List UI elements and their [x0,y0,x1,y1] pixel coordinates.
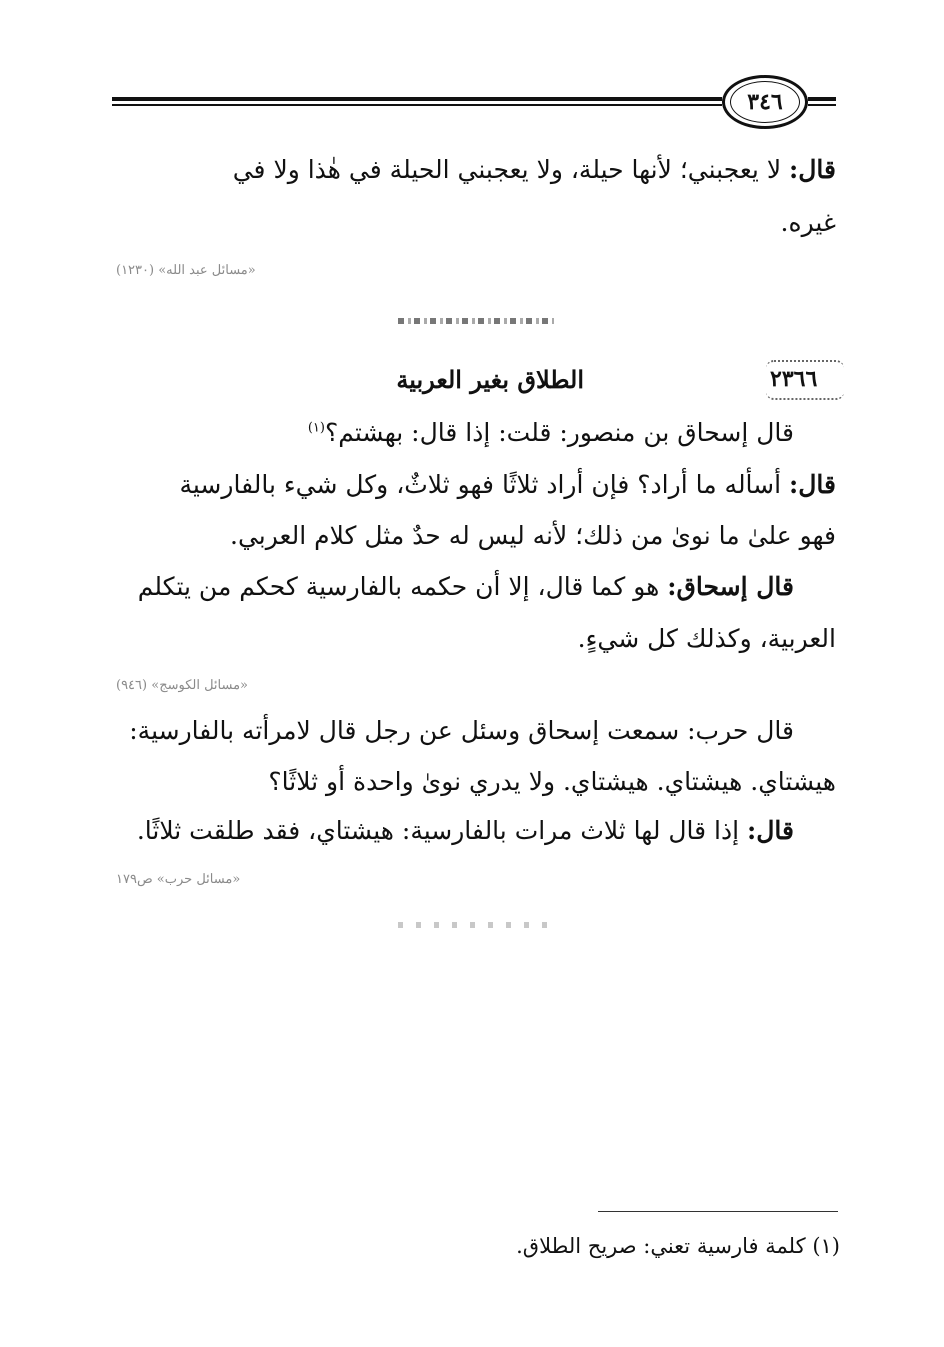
block1-line1 [233,155,836,185]
section-title: الطلاق بغير العربية [396,365,584,394]
footnote [516,1234,840,1258]
header-rule-right-thick [808,97,836,101]
speaker-label: قال: [789,470,836,499]
block2-line1 [308,418,794,448]
end-divider-ornament [398,922,554,928]
paragraph-text: أسأله ما أراد؟ فإن أراد ثلاثًا فهو ثلاثٌ، وكل شيء بالفارسية [179,470,790,499]
speaker-label: قال إسحاق: [667,572,794,601]
block2-line5: العربية، وكذلك كل شيءٍ. [577,624,836,653]
page-number: ٣٤٦ [747,89,783,115]
block2-line2 [179,470,836,500]
paragraph-text: إذا قال لها ثلاث مرات بالفارسية: هيشتاي، فقد طلقت ثلاثًا. [136,816,748,845]
footnote-text: كلمة فارسية تعني: صريح الطلاق. [516,1234,806,1258]
paragraph-text: قال إسحاق بن منصور: قلت: إذا قال: بهشتم؟ [324,418,794,447]
header-rule-thin [112,104,722,106]
block3-line2: هيشتاي. هيشتاي. هيشتاي. ولا يدري نوىٰ واحدة أو ثلاثًا؟ [268,767,836,796]
paragraph-text: هو كما قال، إلا أن حكمه بالفارسية كحكم من يتكلم [137,572,668,601]
block3-line1: قال حرب: سمعت إسحاق وسئل عن رجل قال لامرأته بالفارسية: [129,716,794,745]
page-number-inner-ring [730,81,800,123]
header-rule-thick [112,97,722,101]
source-citation-2: «مسائل الكوسج» (٩٤٦) [116,678,249,693]
block1-line2: غيره. [780,208,836,237]
paragraph-text: لا يعجبني؛ لأنها حيلة، ولا يعجبني الحيلة في هٰذا ولا في [232,155,790,184]
source-citation-3: «مسائل حرب» ص١٧٩ [116,872,241,887]
footnote-marker: (١) [812,1234,840,1258]
header-rule-right-thin [808,104,836,106]
block2-line3: فهو علىٰ ما نوىٰ من ذلك؛ لأنه ليس له حدٌ مثل كلام العربي. [230,521,836,550]
block2-line4 [138,572,794,602]
speaker-label: قال: [789,155,836,184]
section-divider-ornament [398,318,554,324]
footnote-reference: (١) [307,420,325,436]
block3-line3 [137,816,794,846]
speaker-label: قال: [747,816,794,845]
footnote-rule [598,1211,838,1212]
source-citation-1: «مسائل عبد الله» (١٢٣٠) [116,263,256,278]
section-number: ٢٣٦٦ [770,366,818,392]
